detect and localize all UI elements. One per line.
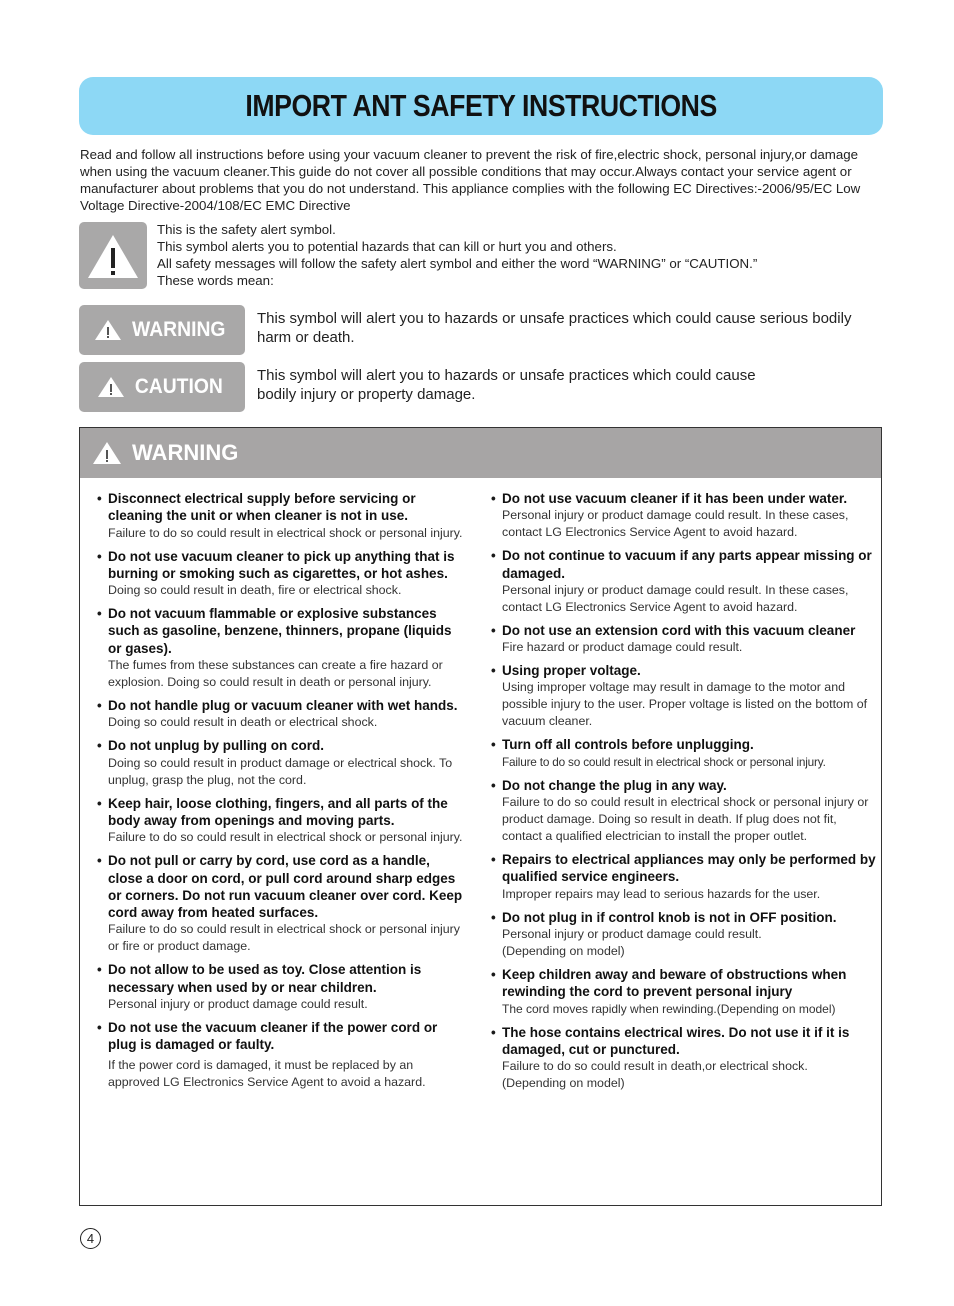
warning-item-body: Personal injury or product damage could result. (Depending on model) (502, 926, 762, 958)
safety-alert-symbol (79, 222, 147, 289)
warning-item: • Do not use vacuum cleaner if it has been under water. Personal injury or product damage could result. In these cases, contact LG Electronics Service Agent to avoid hazard. (491, 490, 876, 541)
warning-item-body: Doing so could result in product damage or electrical shock. To unplug, grasp the plug, not the cord. (108, 755, 453, 787)
warning-item: • Do not use an extension cord with this vacuum cleaner Fire hazard or product damage could result. (491, 622, 876, 656)
warning-item: • Do not allow to be used as toy. Close attention is necessary when used by or near children. Personal injury or product damage could result. (97, 961, 467, 1013)
caution-badge (79, 362, 245, 412)
warning-item: • Do not handle plug or vacuum cleaner with wet hands. Doing so could result in death or electrical shock. (97, 697, 467, 731)
warning-item-head: Do not continue to vacuum if any parts appear missing or damaged. (502, 548, 872, 581)
warning-item: • Disconnect electrical supply before servicing or cleaning the unit or when cleaner is not in use. Failure to do so could result in electrical shock or personal injury. (97, 490, 467, 542)
warning-item: • Do not use the vacuum cleaner if the power cord or plug is damaged or faulty. If the power cord is damaged, it must be replaced by an approved LG Electronics Service Agent to avoid a hazard. (97, 1019, 467, 1091)
warning-item-body: Doing so could result in death or electrical shock. (108, 715, 378, 730)
warning-item-body: Failure to do so could result in electrical shock or personal injury. (502, 754, 826, 769)
warning-section-title: WARNING (132, 440, 239, 465)
warning-item: • Do not continue to vacuum if any parts appear missing or damaged. Personal injury or product damage could result. In these cases, contact LG Electronics Service Agent to avoid hazard. (491, 547, 876, 616)
warning-item: • Repairs to electrical appliances may only be performed by qualified service engineers. Improper repairs may lead to serious hazards for the user. (491, 852, 876, 901)
warning-item: • Do not plug in if control knob is not in OFF position. Personal injury or product damage could result. (Depending on model) (491, 909, 876, 960)
warning-triangle-icon (92, 441, 122, 465)
intro-paragraph: Read and follow all instructions before using your vacuum cleaner to prevent the risk of fire,electric shock, personal injury,or damage when using the vacuum cleaner.This guide do not cover all possible conditions that may occur.Always contact your service agent or manufacturer about problems that you do not understand. This appliance complies with the following EC Directives:-2006/95/EC Low Voltage Directive-2004/108/EC EMC Directive (80, 147, 861, 213)
warning-item-head: Do not pull or carry by cord, use cord as a handle, close a door on cord, or pull cord around sharp edges or corners. Do not run vacuum cleaner over cord. Keep cord away from heated surfaces. (108, 853, 463, 921)
warning-item: • Do not pull or carry by cord, use cord as a handle, close a door on cord, or pull cord around sharp edges or corners. Do not run vacuum cleaner over cord. Keep cord away from heated surfaces. Failure to do so could result in electrical shock or personal injury or fire or product damage. (97, 852, 467, 955)
warning-item-head: Do not plug in if control knob is not in OFF position. (502, 909, 837, 925)
warning-label: WARNING (132, 318, 226, 341)
warning-item-body: Failure to do so could result in electrical shock or personal injury or product damage. Doing so result in death. If plug does not fit, contact a qualified electrician to install the proper outlet. (502, 795, 869, 844)
warning-item-head: Do not change the plug in any way. (502, 777, 727, 793)
warning-item: • Do not vacuum flammable or explosive substances such as gasoline, benzene, thinners, propane (liquids or gases). The fumes from these substances can create a fire hazard or explosion. Doing so could result in death or personal injury. (97, 605, 467, 691)
warning-list-left (97, 490, 467, 1097)
warning-item-body: Personal injury or product damage could result. In these cases, contact LG Electronics Service Agent to avoid hazard. (502, 582, 849, 614)
warning-item-head: Keep children away and beware of obstructions when rewinding the cord to prevent personal injury (502, 966, 847, 1000)
warning-item-head: Do not use the vacuum cleaner if the power cord or plug is damaged or faulty. (108, 1020, 438, 1053)
warning-list-right (491, 490, 876, 1098)
warning-item-head: Turn off all controls before unplugging. (502, 737, 754, 753)
title-banner (79, 77, 883, 135)
caution-description: This symbol will alert you to hazards or unsafe practices which could cause bodily injury or property damage. (257, 367, 756, 403)
alert-symbol-explanation (157, 221, 857, 289)
caution-label: CAUTION (134, 375, 224, 398)
warning-item: • Do not change the plug in any way. Failure to do so could result in electrical shock or personal injury or product damage. Doing so result in death. If plug does not fit, contact a qualified electrician to install the proper outlet. (491, 777, 876, 845)
warning-item: • Do not use vacuum cleaner to pick up anything that is burning or smoking such as cigarettes, or hot ashes. Doing so could result in death, fire or electrical shock. (97, 548, 467, 600)
warning-item-body: Using improper voltage may result in damage to the motor and possible injury to the user. Proper voltage is listed on the bottom of vacuum cleaner. (502, 680, 868, 729)
warning-item: • Do not unplug by pulling on cord. Doing so could result in product damage or electrical shock. To unplug, grasp the plug, not the cord. (97, 737, 467, 788)
warning-badge (79, 305, 245, 355)
alert-line: All safety messages will follow the safety alert symbol and either the word “WARNING” or “CAUTION.” (157, 256, 758, 271)
warning-item-body: The cord moves rapidly when rewinding.(Depending on model) (502, 1001, 836, 1016)
warning-item-body: If the power cord is damaged, it must be replaced by an approved LG Electronics Service Agent to avoid a hazard. (108, 1057, 426, 1089)
warning-item-body: Failure to do so could result in death,or electrical shock. (Depending on model) (502, 1059, 808, 1091)
page-number: 4 (80, 1228, 101, 1249)
warning-item: • The hose contains electrical wires. Do not use it if it is damaged, cut or punctured. Failure to do so could result in death,or electrical shock. (Depending on model) (491, 1024, 876, 1093)
warning-item-head: Disconnect electrical supply before servicing or cleaning the unit or when cleaner is not in use. (108, 491, 416, 524)
alert-line: These words mean: (157, 273, 274, 288)
warning-item-body: Improper repairs may lead to serious hazards for the user. (502, 886, 821, 901)
warning-item-body: The fumes from these substances can create a fire hazard or explosion. Doing so could result in death or personal injury. (108, 658, 443, 690)
warning-section (79, 427, 882, 1206)
warning-item-head: Do not allow to be used as toy. Close attention is necessary when used by or near children. (108, 962, 422, 995)
warning-item-head: Keep hair, loose clothing, fingers, and all parts of the body away from openings and moving parts. (108, 795, 448, 828)
warning-item-body: Fire hazard or product damage could result. (502, 640, 743, 655)
warning-triangle-icon (97, 376, 125, 398)
warning-item-body: Failure to do so could result in electrical shock or personal injury or fire or product damage. (108, 922, 460, 954)
warning-item-head: Do not use vacuum cleaner to pick up anything that is burning or smoking such as cigarettes, or hot ashes. (108, 548, 455, 581)
warning-item-head: Repairs to electrical appliances may only be performed by qualified service engineers. (502, 852, 876, 885)
warning-item-body: Personal injury or product damage could result. (108, 997, 368, 1012)
warning-item-head: Do not handle plug or vacuum cleaner with wet hands. (108, 698, 458, 714)
warning-item-head: Do not use vacuum cleaner if it has been under water. (502, 491, 848, 506)
warning-item-head: Using proper voltage. (502, 663, 641, 679)
warning-item-head: Do not use an extension cord with this vacuum cleaner (502, 622, 856, 638)
warning-section-header (80, 428, 881, 478)
warning-triangle-icon (94, 319, 122, 341)
warning-item-body: Failure to do so could result in electrical shock or personal injury. (108, 525, 463, 540)
warning-item-body: Failure to do so could result in electrical shock or personal injury. (108, 830, 463, 845)
warning-item-body: Doing so could result in death, fire or electrical shock. (108, 583, 402, 598)
warning-item-head: Do not unplug by pulling on cord. (108, 738, 324, 754)
warning-item-head: The hose contains electrical wires. Do not use it if it is damaged, cut or punctured. (502, 1024, 850, 1057)
warning-item: • Keep children away and beware of obstructions when rewinding the cord to prevent personal injury The cord moves rapidly when rewinding.(Depending on model) (491, 966, 876, 1018)
warning-item: • Using proper voltage. Using improper voltage may result in damage to the motor and possible injury to the user. Proper voltage is listed on the bottom of vacuum cleaner. (491, 662, 876, 730)
alert-line: This is the safety alert symbol. (157, 222, 336, 237)
warning-triangle-icon (86, 232, 140, 280)
alert-line: This symbol alerts you to potential hazards that can kill or hurt you and others. (157, 239, 617, 254)
warning-item-head: Do not vacuum flammable or explosive substances such as gasoline, benzene, thinners, propane (liquids or gases). (108, 606, 452, 656)
page-title: IMPORT ANT SAFETY INSTRUCTIONS (245, 88, 717, 123)
warning-item: • Keep hair, loose clothing, fingers, and all parts of the body away from openings and moving parts. Failure to do so could result in electrical shock or personal injury. (97, 795, 467, 847)
warning-item-body: Personal injury or product damage could result. In these cases, contact LG Electronics Service Agent to avoid hazard. (502, 508, 849, 540)
warning-item: • Turn off all controls before unplugging. Failure to do so could result in electrical shock or personal injury. (491, 736, 876, 770)
warning-description: This symbol will alert you to hazards or unsafe practices which could cause serious bodily harm or death. (257, 310, 852, 346)
